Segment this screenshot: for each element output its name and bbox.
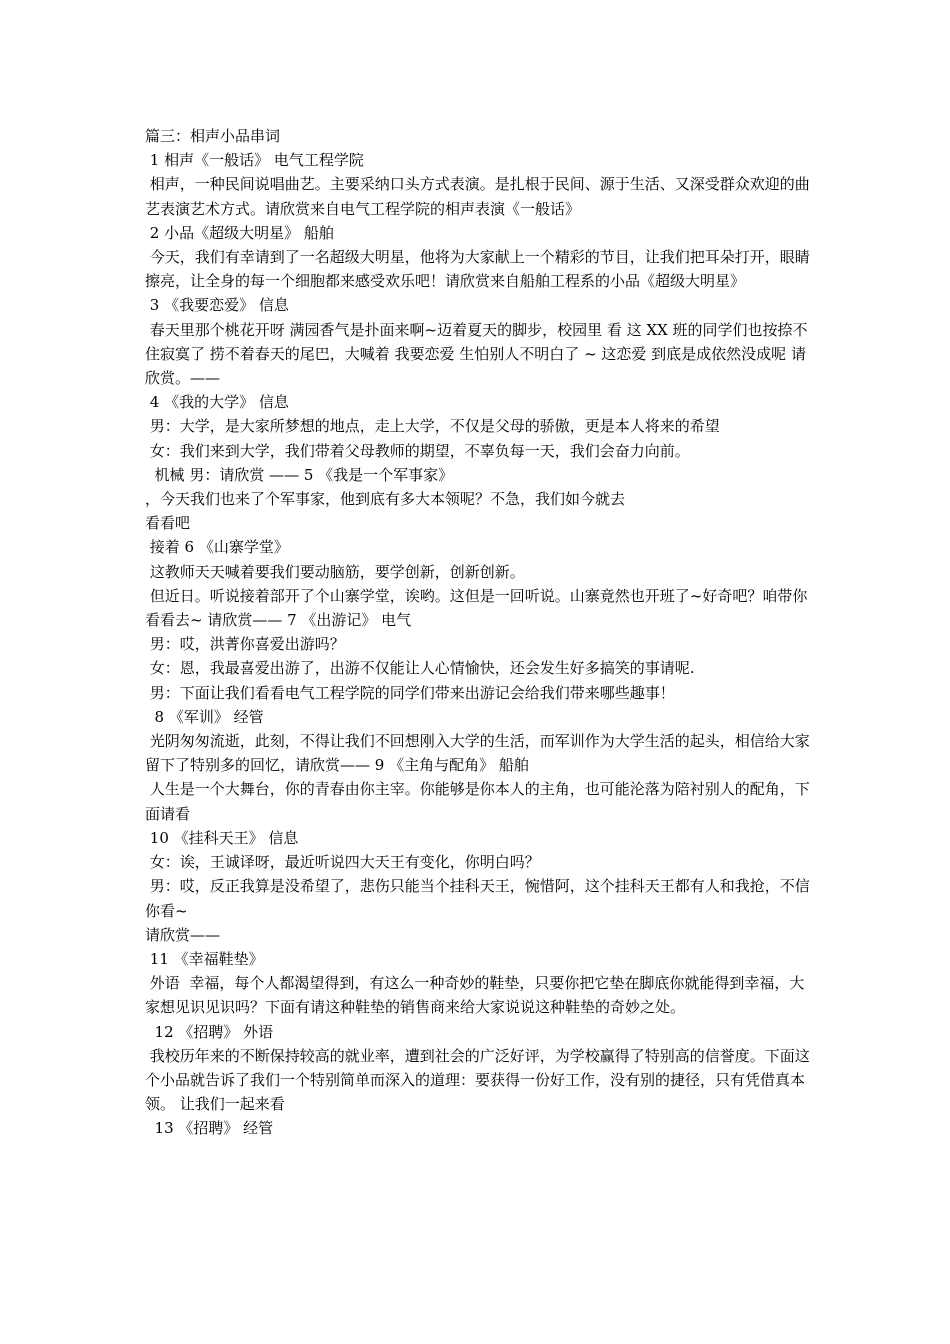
section-title: 篇三：相声小品串词: [145, 127, 281, 145]
program-heading: 3 《我要恋爱》 信息: [145, 296, 289, 315]
paragraph: 男：哎，洪菁你喜爱出游吗？: [145, 635, 345, 654]
program-heading: 1 相声《一般话》 电气工程学院: [145, 151, 364, 170]
program-heading: 11 《幸福鞋垫》: [145, 949, 264, 968]
paragraph: 机械 男：请欣赏 —— 5 《我是一个军事家》: [145, 465, 454, 484]
paragraph: 光阴匆匆流逝，此刻，不得让我们不回想刚入大学的生活，而军训作为大学生活的起头，相信给大家留下了特别多的回忆，请欣赏—— 9 《主角与配角》 船舶: [145, 732, 810, 775]
program-heading: 2 小品《超级大明星》 船舶: [145, 223, 334, 242]
program-heading: 4 《我的大学》 信息: [145, 393, 289, 412]
paragraph: 男：大学，是大家所梦想的地点，走上大学，不仅是父母的骄傲，更是本人将来的希望: [145, 417, 720, 436]
paragraph: 请欣赏——: [145, 925, 221, 944]
program-heading: 12 《招聘》 外语: [145, 1022, 274, 1041]
paragraph: 女：恩，我最喜爱出游了，出游不仅能让人心情愉快，还会发生好多搞笑的事请呢.: [145, 659, 695, 678]
paragraph: ，今天我们也来了个军事家，他到底有多大本领呢？不急，我们如今就去: [145, 490, 626, 509]
paragraph: 人生是一个大舞台，你的青春由你主宰。你能够是你本人的主角，也可能沦落为陪衬别人的配角，下面请看: [145, 780, 810, 823]
paragraph: 男：哎，反正我算是没希望了，悲伤只能当个挂科天王，惋惜阿，这个挂科天王都有人和我抢，不信你看~: [145, 877, 810, 920]
paragraph: 这教师天天喊着要我们要动脑筋，要学创新，创新创新。: [145, 562, 525, 581]
paragraph: 相声，一种民间说唱曲艺。主要采纳口头方式表演。是扎根于民间、源于生活、又深受群众欢迎的曲艺表演艺术方式。请欣赏来自电气工程学院的相声表演《一般话》: [145, 175, 810, 218]
paragraph: 今天，我们有幸请到了一名超级大明星，他将为大家献上一个精彩的节目，让我们把耳朵打开，眼睛擦亮，让全身的每一个细胞都来感受欢乐吧！请欣赏来自船舶工程系的小品《超级大明星》: [145, 248, 810, 291]
program-heading: 8 《军训》 经管: [145, 707, 264, 726]
paragraph: 春天里那个桃花开呀 满园香气是扑面来啊~迈着夏天的脚步，校园里 看 这 XX 班的同学们也按捺不住寂寞了 捞不着春天的尾巴，大喊着 我要恋爱 生怕别人不明白了 ~ 这恋爱 到底是成依然没成呢 请欣赏。——: [145, 320, 808, 388]
paragraph: 但近日。听说接着部开了个山寨学堂，诶哟。这但是一回听说。山寨竟然也开班了~好奇吧？咱带你看看去~ 请欣赏—— 7 《出游记》 电气: [145, 586, 808, 630]
paragraph: 男：下面让我们看看电气工程学院的同学们带来出游记会给我们带来哪些趣事！: [145, 683, 675, 702]
document-body: [145, 124, 813, 1141]
paragraph: 女：诶，王诚译呀，最近听说四大天王有变化，你明白吗？: [145, 853, 540, 872]
program-heading: 接着 6 《山寨学堂》: [145, 538, 289, 557]
paragraph: 外语 幸福，每个人都渴望得到，有这么一种奇妙的鞋垫，只要你把它垫在脚底你就能得到幸福，大家想见识见识吗？下面有请这种鞋垫的销售商来给大家说说这种鞋垫的奇妙之处。: [145, 974, 805, 1017]
program-heading: 13 《招聘》 经管: [145, 1119, 274, 1138]
program-heading: 10 《挂科天王》 信息: [145, 828, 299, 847]
paragraph: 看看吧: [145, 514, 191, 533]
paragraph: 女：我们来到大学，我们带着父母教师的期望，不辜负每一天，我们会奋力向前。: [145, 441, 690, 460]
paragraph: 我校历年来的不断保持较高的就业率，遭到社会的广泛好评，为学校赢得了特别高的信誉度。下面这个小品就告诉了我们一个特别简单而深入的道理：要获得一份好工作，没有别的捷径，只有凭借真本领。 让我们一起来看: [145, 1046, 810, 1114]
